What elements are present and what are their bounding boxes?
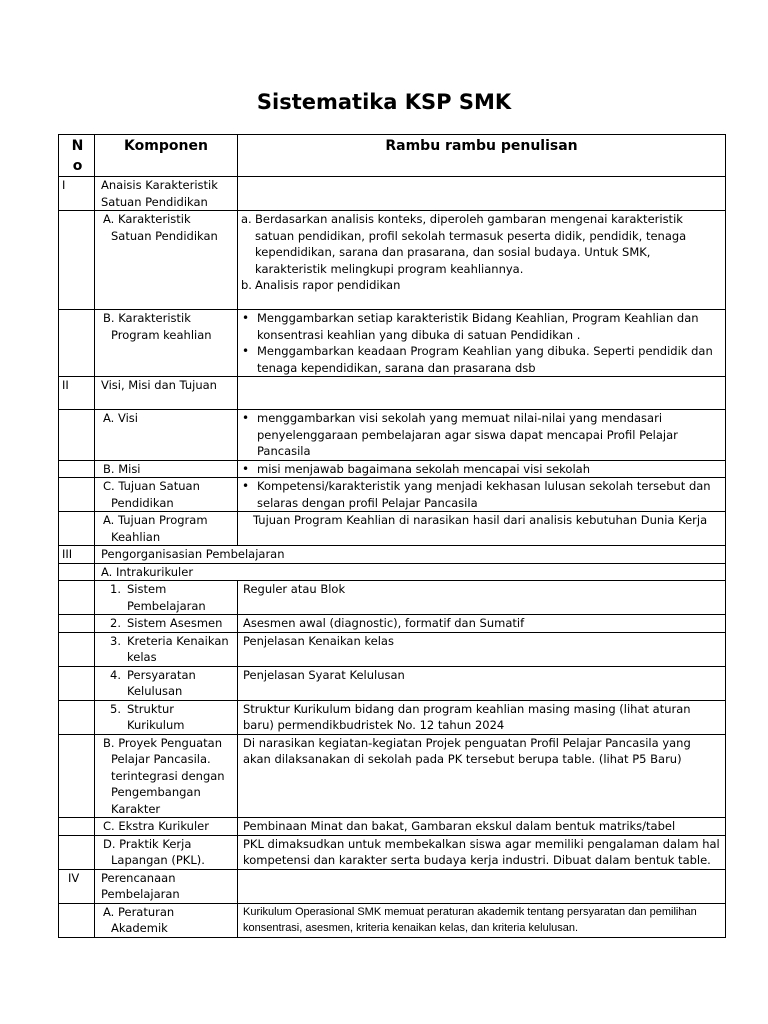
section-number: IV [59, 869, 95, 903]
empty-cell [59, 478, 95, 512]
table-row [59, 632, 726, 666]
guideline-cell: Struktur Kurikulum bidang dan program keahlian masing masing (lihat aturan baru) permendikbudristek No. 12 tahun 2024 [238, 700, 726, 734]
table-row [59, 410, 726, 461]
guideline-cell [238, 478, 726, 512]
empty-cell [59, 460, 95, 478]
section-number: I [59, 177, 95, 211]
bullet-icon: • [242, 411, 250, 425]
list-marker: b. [241, 278, 252, 292]
empty-cell [59, 734, 95, 818]
guideline-cell: Penjelasan Syarat Kelulusan [238, 666, 726, 700]
table-row [59, 460, 726, 478]
empty-cell [59, 903, 95, 937]
list-text: misi menjawab bagaimana sekolah mencapai visi sekolah [257, 461, 590, 476]
empty-cell [238, 869, 726, 903]
empty-cell [59, 615, 95, 633]
list-item [241, 211, 722, 277]
bullet-icon: • [242, 479, 250, 493]
table-row [59, 666, 726, 700]
list-item [241, 343, 722, 376]
list-marker: 1. [110, 582, 121, 596]
component-label: D. Praktik Kerja Lapangan (PKL). [95, 835, 238, 869]
guideline-cell [238, 310, 726, 377]
list-text: Berdasarkan analisis konteks, diperoleh gambaran mengenai karakteristik satuan pendidikan, profil sekolah termasuk peserta didik, pendidik, tenaga kependidikan, sarana dan prasarana, dan sosial budaya. Untuk SMK, karakteristik melingkupi program keahliannya. [255, 212, 687, 276]
list-item [241, 277, 722, 294]
bullet-list [241, 478, 722, 511]
table-header-row [59, 135, 726, 177]
empty-cell [59, 563, 95, 581]
component-label: B. Proyek Penguatan Pelajar Pancasila. terintegrasi dengan Pengembangan Karakter [95, 734, 238, 818]
component-label [95, 581, 238, 615]
section-number: III [59, 546, 95, 564]
component-label: A. Intrakurikuler [95, 563, 726, 581]
table-row [59, 700, 726, 734]
empty-cell [59, 818, 95, 836]
component-label [95, 615, 238, 633]
guideline-cell: Reguler atau Blok [238, 581, 726, 615]
empty-cell [59, 666, 95, 700]
list-text: Sistem Pembelajaran [127, 582, 206, 613]
bullet-list [241, 461, 722, 478]
guideline-cell [238, 211, 726, 310]
table-row [59, 478, 726, 512]
component-label: C. Tujuan Satuan Pendidikan [95, 478, 238, 512]
list-text: Sistem Asesmen [127, 616, 223, 630]
header-rambu: Rambu rambu penulisan [238, 135, 726, 177]
list-text: Kompetensi/karakteristik yang menjadi kekhasan lulusan sekolah tersebut dan selaras dengan profil Pelajar Pancasila [257, 479, 711, 510]
table-row [59, 734, 726, 818]
guideline-cell: Asesmen awal (diagnostic), formatif dan Sumatif [238, 615, 726, 633]
list-marker: 5. [110, 701, 121, 716]
table-row [59, 869, 726, 903]
list-item [241, 478, 722, 511]
empty-cell [238, 177, 726, 211]
table-row [59, 563, 726, 581]
list-text: Struktur Kurikulum [127, 701, 185, 732]
list-marker: 2. [110, 616, 121, 630]
empty-cell [59, 835, 95, 869]
empty-cell [59, 410, 95, 461]
table-row [59, 835, 726, 869]
table-row [59, 512, 726, 546]
header-no: No [59, 135, 95, 177]
section-label: Anaisis Karakteristik Satuan Pendidikan [95, 177, 238, 211]
list-text: Kreteria Kenaikan kelas [127, 633, 229, 664]
bullet-icon: • [242, 344, 250, 358]
component-label [95, 700, 238, 734]
list-text: Persyaratan Kelulusan [127, 667, 196, 698]
bullet-icon: • [242, 461, 250, 476]
component-label: A. Tujuan Program Keahlian [95, 512, 238, 546]
bullet-icon: • [242, 311, 250, 325]
guideline-cell [238, 460, 726, 478]
guideline-cell: Pembinaan Minat dan bakat, Gambaran ekskul dalam bentuk matriks/tabel [238, 818, 726, 836]
component-label: A. Peraturan Akademik [95, 903, 238, 937]
list-item [241, 310, 722, 343]
component-label: B. Misi [95, 460, 238, 478]
guideline-cell: Kurikulum Operasional SMK memuat peraturan akademik tentang persyaratan dan pemilihan konsentrasi, asesmen, kriteria kenaikan kelas, dan kriteria kelulusan. [238, 903, 726, 937]
component-label: B. Karakteristik Program keahlian [95, 310, 238, 377]
document-title: Sistematika KSP SMK [256, 90, 512, 114]
list-text: Analisis rapor pendidikan [255, 278, 401, 292]
guideline-cell: Tujuan Program Keahlian di narasikan hasil dari analisis kebutuhan Dunia Kerja [238, 512, 726, 546]
table-row [59, 177, 726, 211]
table-row [59, 546, 726, 564]
list-text: Menggambarkan setiap karakteristik Bidang Keahlian, Program Keahlian dan konsentrasi keahlian yang dibuka di satuan Pendidikan . [257, 311, 699, 342]
empty-cell [59, 512, 95, 546]
empty-cell [59, 211, 95, 310]
table-row [59, 310, 726, 377]
component-label [95, 632, 238, 666]
list-marker: a. [241, 212, 252, 226]
list-text: Menggambarkan keadaan Program Keahlian yang dibuka. Seperti pendidik dan tenaga kependidikan, sarana dan prasarana dsb [257, 344, 713, 375]
bullet-list [241, 310, 722, 376]
list-marker: 3. [110, 633, 121, 648]
list-item [241, 461, 722, 478]
list-marker: 4. [110, 667, 121, 682]
empty-cell [59, 632, 95, 666]
section-label: Perencanaan Pembelajaran [95, 869, 238, 903]
header-komponen: Komponen [95, 135, 238, 177]
ksp-table [58, 134, 726, 938]
empty-cell [238, 377, 726, 410]
bullet-list [241, 410, 722, 460]
table-row [59, 581, 726, 615]
empty-cell [59, 700, 95, 734]
component-label: A. Visi [95, 410, 238, 461]
section-label: Pengorganisasian Pembelajaran [95, 546, 726, 564]
table-row [59, 377, 726, 410]
section-label: Visi, Misi dan Tujuan [95, 377, 238, 410]
empty-cell [59, 310, 95, 377]
list-text: menggambarkan visi sekolah yang memuat nilai-nilai yang mendasari penyelenggaraan pembelajaran agar siswa dapat mencapai Profil Pelajar Pancasila [257, 411, 678, 458]
guideline-cell: Di narasikan kegiatan-kegiatan Projek penguatan Profil Pelajar Pancasila yang akan dilaksanakan di sekolah pada PK tersebut berupa table. (lihat P5 Baru) [238, 734, 726, 818]
table-row [59, 818, 726, 836]
table-row [59, 903, 726, 937]
empty-cell [59, 581, 95, 615]
component-label [95, 666, 238, 700]
table-row [59, 615, 726, 633]
component-label: C. Ekstra Kurikuler [95, 818, 238, 836]
guideline-cell: Penjelasan Kenaikan kelas [238, 632, 726, 666]
guideline-list [241, 211, 722, 294]
guideline-cell: PKL dimaksudkan untuk membekalkan siswa agar memiliki pengalaman dalam hal kompetensi dan karakter serta budaya kerja industri. Dibuat dalam bentuk table. [238, 835, 726, 869]
guideline-cell [238, 410, 726, 461]
component-label: A. Karakteristik Satuan Pendidikan [95, 211, 238, 310]
table-row [59, 211, 726, 310]
list-item [241, 410, 722, 460]
section-number: II [59, 377, 95, 410]
